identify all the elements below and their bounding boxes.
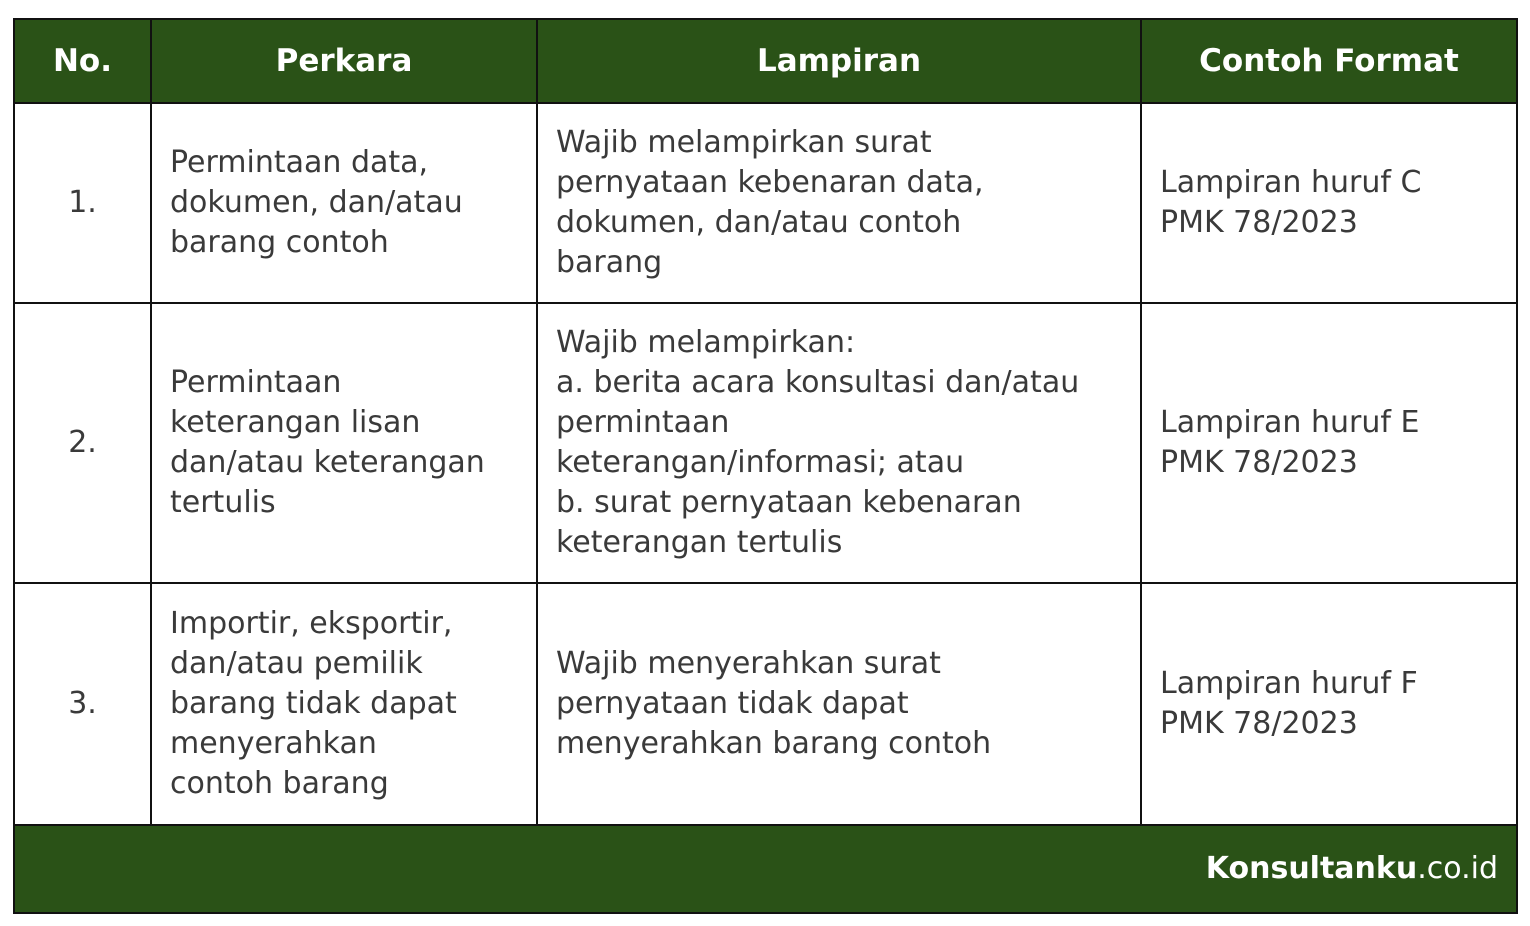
format-cell [1141, 303, 1517, 583]
text-line: permintaan [556, 405, 730, 440]
header-no: No. [14, 19, 151, 103]
perkara-cell [151, 303, 537, 583]
text-line: pernyataan kebenaran data, [556, 165, 984, 200]
text-line: Wajib melampirkan surat [556, 125, 932, 160]
text-line: Permintaan data, [170, 145, 429, 180]
text-line: keterangan lisan [170, 405, 421, 440]
text-line: dokumen, dan/atau contoh [556, 205, 962, 240]
table-header [14, 19, 1517, 103]
lampiran-cell [537, 103, 1141, 303]
text-line: menyerahkan barang contoh [556, 726, 992, 761]
text-line: menyerahkan [170, 726, 377, 761]
text-line: PMK 78/2023 [1160, 445, 1358, 480]
lampiran-cell [537, 583, 1141, 825]
table-row [14, 583, 1517, 825]
text-line: Lampiran huruf F [1160, 666, 1418, 701]
text-line: keterangan/informasi; atau [556, 445, 965, 480]
brand-domain: .co.id [1417, 851, 1498, 886]
text-line: contoh barang [170, 766, 389, 801]
lampiran-cell [537, 303, 1141, 583]
header-lampiran: Lampiran [537, 19, 1141, 103]
table-row [14, 103, 1517, 303]
text-line: dan/atau keterangan [170, 445, 485, 480]
table-row [14, 303, 1517, 583]
text-line: dan/atau pemilik [170, 646, 423, 681]
header-contoh-format: Contoh Format [1141, 19, 1517, 103]
text-line: pernyataan tidak dapat [556, 686, 909, 721]
text-line: PMK 78/2023 [1160, 205, 1358, 240]
text-line: Lampiran huruf E [1160, 405, 1420, 440]
table-body [14, 103, 1517, 913]
format-cell [1141, 103, 1517, 303]
row-number: 2. [14, 303, 151, 583]
text-line: barang tidak dapat [170, 686, 457, 721]
perkara-cell [151, 583, 537, 825]
text-line: tertulis [170, 485, 276, 520]
text-line: Wajib melampirkan: [556, 325, 856, 360]
perkara-cell [151, 103, 537, 303]
text-line: Lampiran huruf C [1160, 165, 1422, 200]
text-line: barang [556, 245, 663, 280]
row-number: 3. [14, 583, 151, 825]
row-number: 1. [14, 103, 151, 303]
text-line: a. berita acara konsultasi dan/atau [556, 365, 1080, 400]
header-perkara: Perkara [151, 19, 537, 103]
text-line: Wajib menyerahkan surat [556, 646, 941, 681]
brand-footer [14, 825, 1517, 913]
regulation-table [13, 18, 1518, 914]
text-line: Permintaan [170, 365, 342, 400]
text-line: barang contoh [170, 225, 389, 260]
text-line: PMK 78/2023 [1160, 706, 1358, 741]
format-cell [1141, 583, 1517, 825]
footer-row [14, 825, 1517, 913]
text-line: Importir, eksportir, [170, 606, 453, 641]
text-line: b. surat pernyataan kebenaran [556, 485, 1022, 520]
document-table-wrapper [13, 18, 1516, 914]
text-line: dokumen, dan/atau [170, 185, 463, 220]
brand-name: Konsultanku [1205, 851, 1418, 886]
text-line: keterangan tertulis [556, 525, 843, 560]
header-row [14, 19, 1517, 103]
